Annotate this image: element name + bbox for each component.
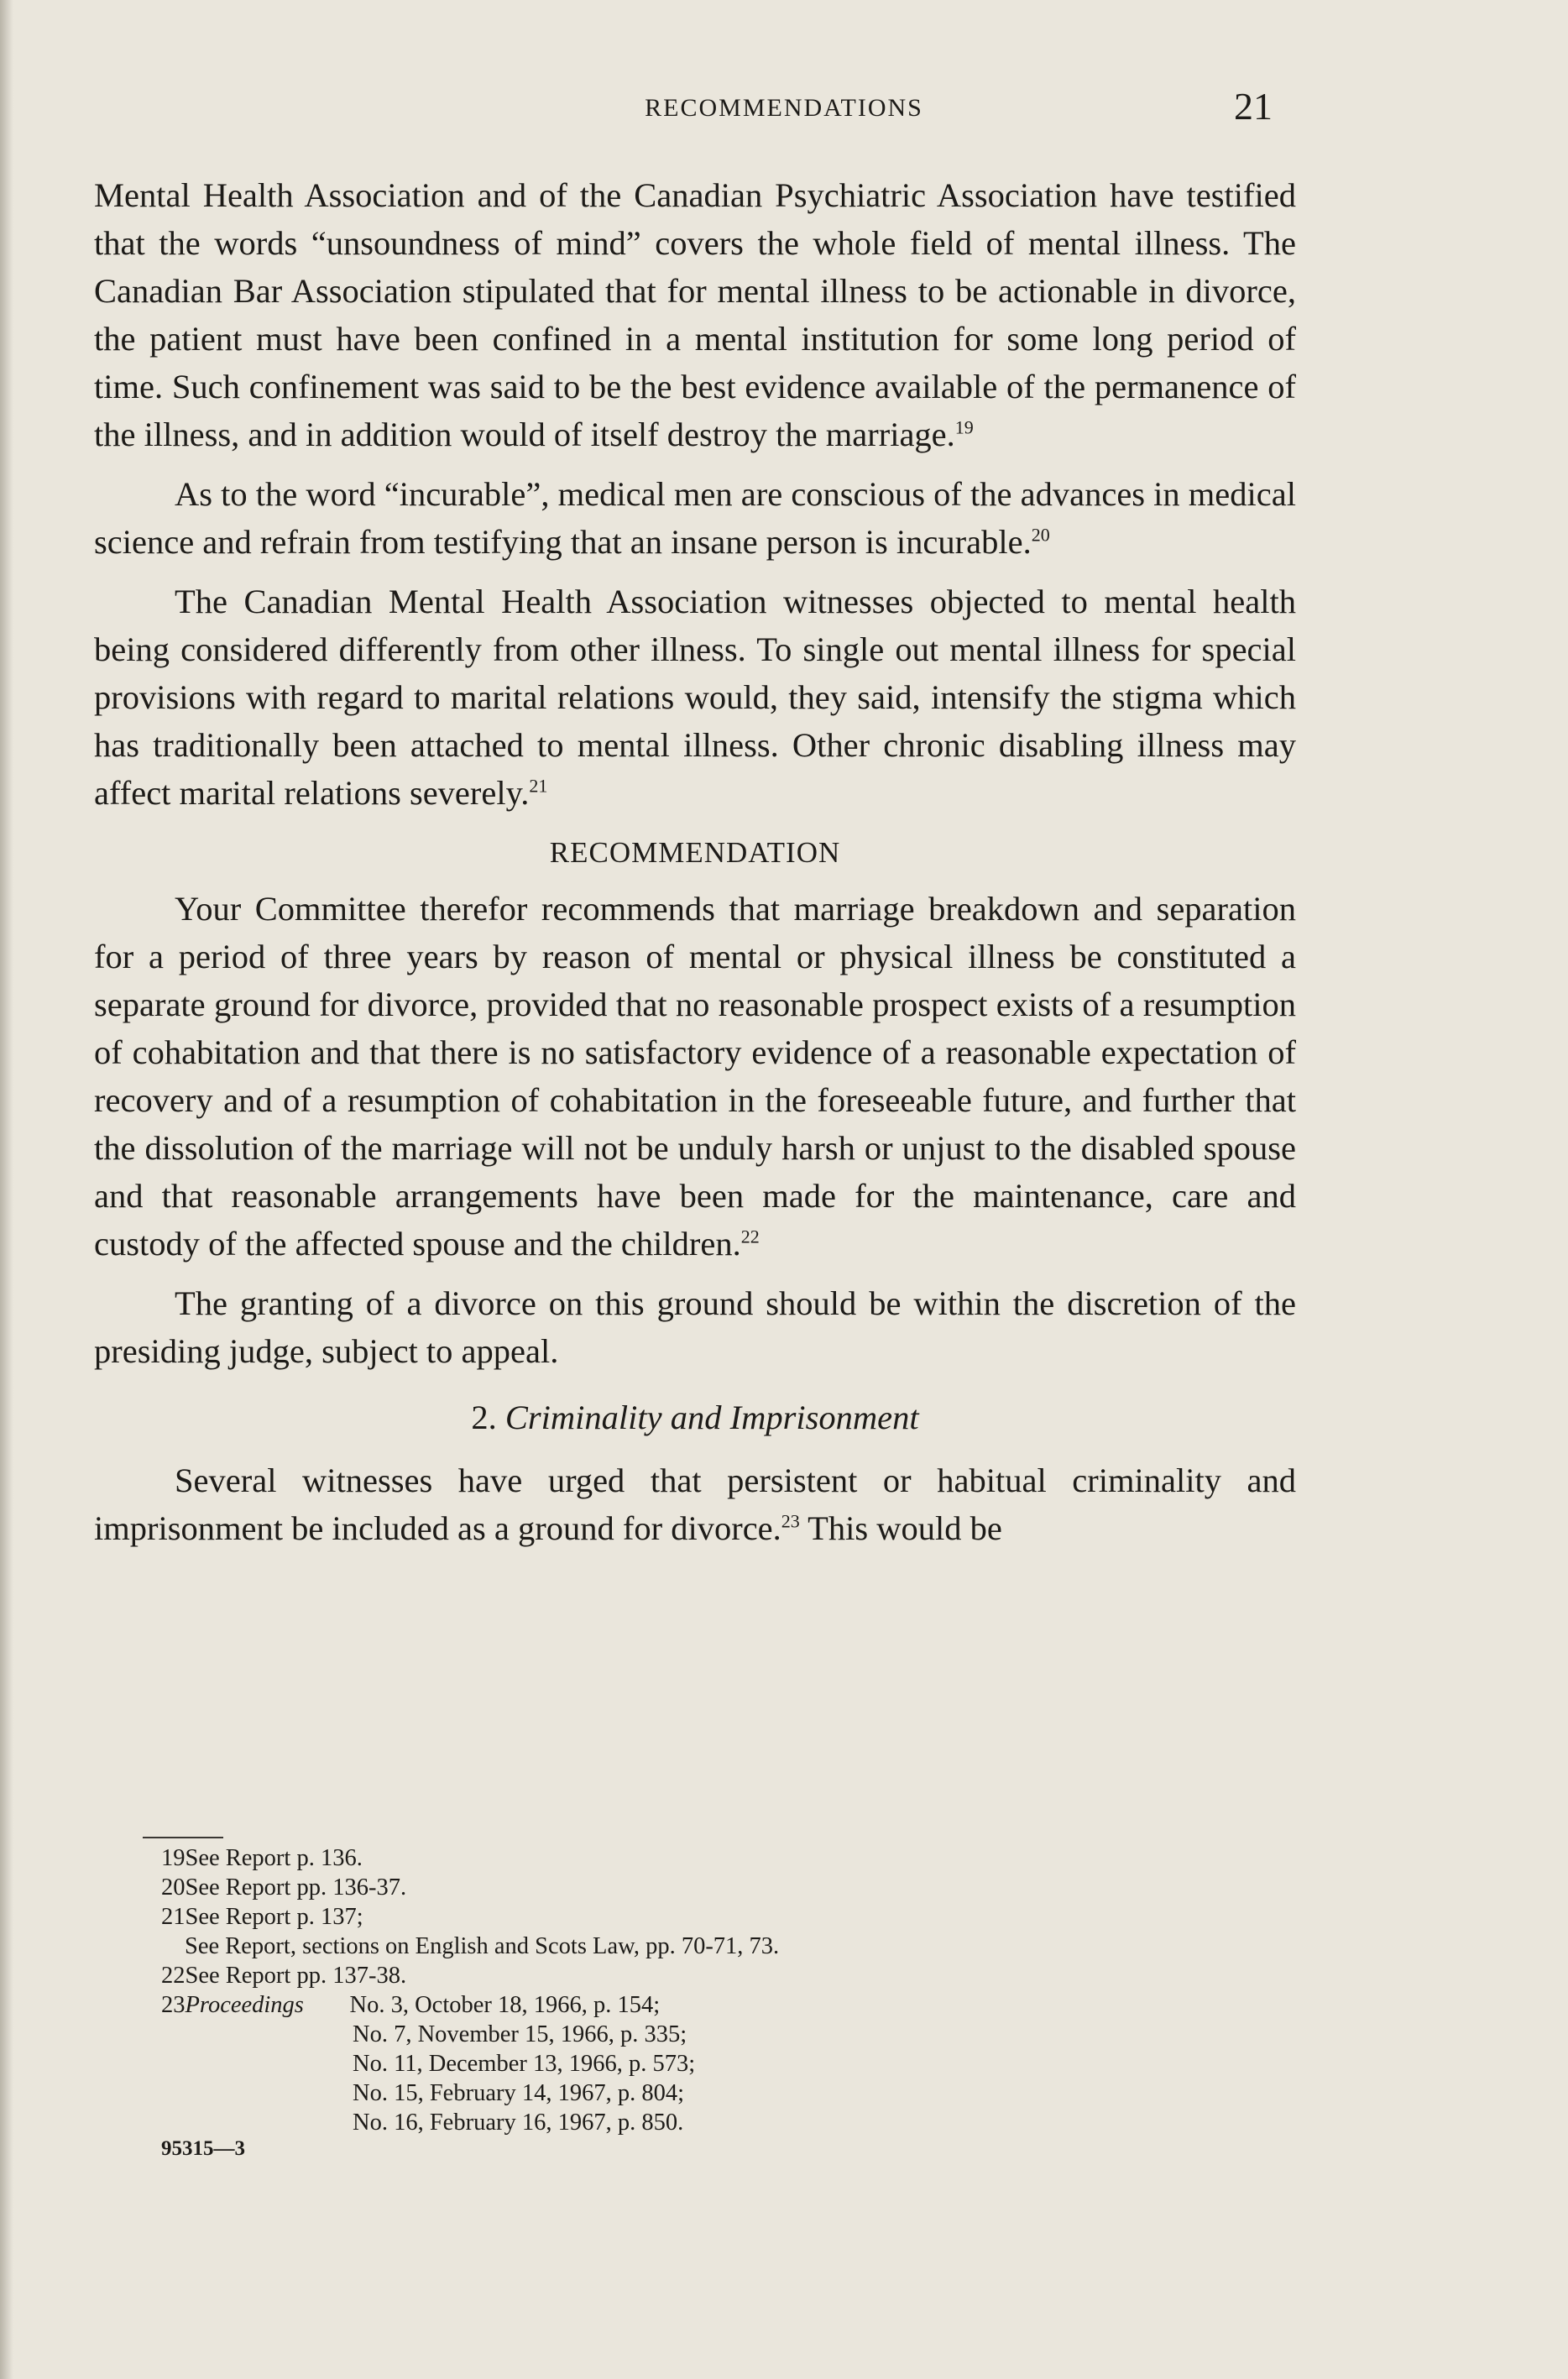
footnote-rule — [143, 1837, 223, 1838]
printer-signature: 95315—3 — [161, 2137, 245, 2160]
paragraph-3: The Canadian Mental Health Association witnesses objected to mental health being considered differently from other illness. To single out mental illness for special provisions with regard to marital relations would, they said, intensify the stigma which has traditionally been attached to mental illness. Other chronic disabling illness may affect marital relations severely.$^{21}$ — [94, 583, 1296, 812]
footnote-19: 19See Report p. 136. — [161, 1845, 363, 1871]
book-spine-shadow — [0, 0, 13, 2379]
paragraph-4: Your Committee therefor recommends that marriage breakdown and separation for a period of three years by reason of mental or physical illness be constituted a separate ground for divorce, provided that no reasonable prospect exists of a resumption of cohabitation and that there is no satisfactory evidence of a reasonable expectation of recovery and of a resumption of cohabitation in the foreseeable future, and further that the dissolution of the marriage will not be unduly harsh or unjust to the disabled spouse and that reasonable arrangements have been made for the maintenance, care and custody of the affected spouse and the children.$^{22}$ — [94, 890, 1296, 1263]
footnote-ref: 21 — [529, 775, 548, 797]
footnote-23-item: No. 15, February 14, 1967, p. 804; — [353, 2080, 685, 2106]
page-number: 21 — [1234, 85, 1273, 128]
running-head: RECOMMENDATIONS — [645, 94, 923, 122]
section-number: 2. — [471, 1399, 497, 1436]
footnote-23-item: No. 11, December 13, 1966, p. 573; — [353, 2051, 696, 2077]
footnote-20: 20See Report pp. 136-37. — [161, 1874, 407, 1901]
footnote-ref: 23 — [781, 1510, 800, 1532]
footnote-23: 23Proceedings No. 3, October 18, 1966, p. 154; — [161, 1992, 661, 2018]
body-text — [94, 171, 1296, 1564]
footnote-22: 22See Report pp. 137-38. — [161, 1963, 407, 1989]
paragraph-2: As to the word “incurable”, medical men are conscious of the advances in medical science and refrain from testifying that an insane person is incurable.$^{20}$ — [94, 475, 1296, 561]
section-heading — [94, 1393, 1296, 1441]
paragraph-6: Several witnesses have urged that persistent or habitual criminality and imprisonment be included as a ground for divorce.$^{23}$ This would be — [94, 1461, 1296, 1547]
recommendation-subhead: RECOMMENDATION — [549, 836, 841, 869]
footnote-23-item: No. 16, February 16, 1967, p. 850. — [353, 2110, 684, 2136]
section-title: Criminality and Imprisonment — [504, 1399, 919, 1436]
footnote-23-item: No. 7, November 15, 1966, p. 335; — [353, 2021, 687, 2047]
footnote-ref: 20 — [1031, 524, 1050, 546]
paragraph-5: The granting of a divorce on this ground should be within the discretion of the presiding judge, subject to appeal. — [94, 1284, 1296, 1370]
paragraph-1: Mental Health Association and of the Canadian Psychiatric Association have testified that the words “unsoundness of mind” covers the whole field of mental illness. The Canadian Bar Association stipulated that for mental illness to be actionable in divorce, the patient must have been confined in a mental institution for some long period of time. Such confinement was said to be the best evidence available of the permanence of the illness, and in addition would of itself destroy the marriage.$^{19}$ — [94, 176, 1296, 453]
footnote-21: 21See Report p. 137; — [161, 1904, 363, 1930]
footnotes — [161, 1843, 1168, 2137]
footnote-ref: 22 — [740, 1226, 760, 1247]
footnote-ref: 19 — [954, 416, 974, 438]
footnote-21-continuation: See Report, sections on English and Scots Law, pp. 70-71, 73. — [185, 1933, 780, 1959]
